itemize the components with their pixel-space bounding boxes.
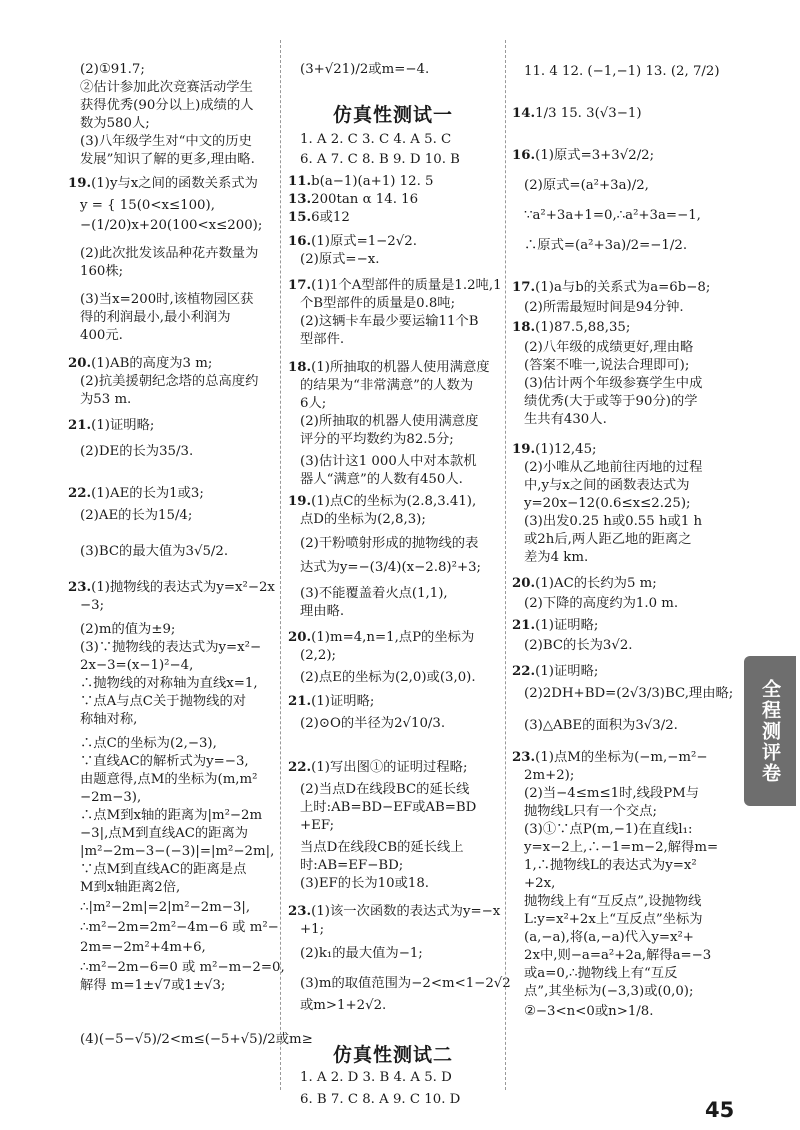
- answer-line: [524, 238, 687, 254]
- answer-line: [300, 314, 479, 330]
- answer-text: 评分的平均数约为82.5分;: [300, 432, 454, 447]
- answer-line: [524, 460, 702, 476]
- answer-line: [524, 786, 699, 802]
- answer-line: [300, 560, 481, 576]
- answer-text: (1)原式=1−2√2.: [311, 234, 417, 249]
- question-number: 19.: [512, 442, 536, 457]
- answer-text: ∴m²−2m−6=0 或 m²−m−2=0,: [80, 960, 285, 975]
- answer-line: [300, 670, 476, 686]
- answer-line: [80, 152, 255, 168]
- question-number: 20.: [288, 630, 312, 645]
- answer-text: 2m=−2m²+4m+6,: [80, 940, 206, 955]
- answer-text: (3+√21)/2或m=−4.: [300, 62, 430, 77]
- answer-text: (3)估计这1 000人中对本款机: [300, 454, 477, 469]
- answer-line: [300, 332, 344, 348]
- answer-text: 器人“满意”的人数有450人.: [300, 472, 463, 487]
- answer-text: (2)m的值为±9;: [80, 622, 176, 637]
- question-number: 20.: [68, 356, 92, 371]
- answer-text: +2x,: [524, 876, 556, 891]
- answer-line: [80, 712, 137, 728]
- answer-text: 的结果为“非常满意”的人数为: [300, 378, 474, 393]
- answer-line: [80, 808, 262, 824]
- answer-line: [524, 638, 633, 654]
- answer-line: [80, 218, 262, 234]
- answer-text: (2)①91.7;: [80, 62, 145, 77]
- answer-line: [300, 1070, 452, 1086]
- answer-text: 数为580人;: [80, 116, 150, 131]
- answer-line: [512, 664, 598, 680]
- answer-line: [80, 844, 274, 860]
- answer-line: [80, 658, 193, 674]
- answer-text: 6人;: [300, 396, 327, 411]
- answer-line: [300, 512, 426, 528]
- answer-line: [300, 716, 445, 732]
- answer-text: 或a=0,∴抛物线上有“互反: [524, 966, 678, 981]
- answer-line: [80, 310, 231, 326]
- answer-line: [524, 876, 555, 892]
- answer-text: −(1/20)x+20(100<x≤200);: [80, 218, 263, 233]
- answer-line: [524, 208, 701, 224]
- answer-text: (2)所需最短时间是94分钟.: [524, 300, 684, 315]
- answer-text: (1)所抽取的机器人使用满意度: [311, 360, 490, 375]
- answer-line: [80, 508, 192, 524]
- section-title-test-1: 仿真性测试一: [332, 104, 453, 126]
- answer-line: [512, 280, 710, 296]
- answer-line: [300, 454, 477, 470]
- answer-line: [300, 472, 463, 488]
- answer-line: [524, 596, 678, 612]
- answer-line: [80, 1032, 313, 1048]
- answer-line: [80, 444, 193, 460]
- answer-line: [300, 604, 344, 620]
- answer-text: 160株;: [80, 264, 124, 279]
- page-number: 45: [705, 1098, 735, 1122]
- answer-line: [288, 694, 374, 710]
- answer-text: (1)证明略;: [535, 618, 599, 633]
- answer-text: (2)下降的高度约为1.0 m.: [524, 596, 679, 611]
- answer-text: 型部件.: [300, 332, 345, 347]
- answer-line: [80, 920, 279, 936]
- answer-text: ∵a²+3a+1=0,∴a²+3a=−1,: [524, 208, 701, 223]
- question-number: 18.: [288, 360, 312, 375]
- answer-text: y = { 15(0<x≤100),: [80, 198, 215, 213]
- answer-line: [524, 412, 607, 428]
- question-number: 23.: [512, 750, 536, 765]
- answer-line: [80, 544, 228, 560]
- answer-line: [512, 442, 597, 458]
- answer-line: [524, 984, 693, 1000]
- answer-line: [80, 246, 258, 262]
- answer-text: (1)a与b的关系式为a=6b−8;: [535, 280, 711, 295]
- answer-text: 2m+2);: [524, 768, 575, 783]
- answer-text: (2)所抽取的机器人使用满意度: [300, 414, 479, 429]
- question-number: 23.: [68, 580, 92, 595]
- answer-text: 上时:AB=BD−EF或AB=BD: [300, 800, 477, 815]
- answer-text: L:y=x²+2x上“互反点”坐标为: [524, 912, 703, 927]
- answer-line: [524, 858, 697, 874]
- answer-text: ∴抛物线的对称轴为直线x=1,: [80, 676, 258, 691]
- answer-text: (1)证明略;: [311, 694, 375, 709]
- answer-text: ∴点M到x轴的距离为|m²−2m: [80, 808, 263, 823]
- answer-line: [524, 912, 703, 928]
- question-number: 21.: [512, 618, 536, 633]
- answer-line: [300, 876, 429, 892]
- answer-line: [524, 478, 690, 494]
- answer-text: 称轴对称,: [80, 712, 138, 727]
- answer-line: [80, 790, 141, 806]
- answer-text: 1. A 2. C 3. C 4. A 5. C: [300, 132, 452, 147]
- answer-text: (3)出发0.25 h或0.55 h或1 h: [524, 514, 703, 529]
- answer-line: [288, 210, 350, 226]
- answer-text: ②估计参加此次竞赛活动学生: [80, 80, 253, 95]
- answer-line: [80, 754, 249, 770]
- answer-line: [300, 252, 379, 268]
- answer-line: [68, 418, 154, 434]
- answer-line: [80, 676, 258, 692]
- question-number: 17.: [512, 280, 536, 295]
- answer-text: (3)∵抛物线的表达式为y=x²−: [80, 640, 262, 655]
- answer-text: 2x−3=(x−1)²−4,: [80, 658, 194, 673]
- answer-text: (1)该一次函数的表达式为y=−x: [311, 904, 501, 919]
- answer-text: (2)AE的长为15/4;: [80, 508, 193, 523]
- answer-text: ∵直线AC的解析式为y=−3,: [80, 754, 249, 769]
- answer-line: [524, 532, 692, 548]
- answer-text: (2)八年级的成绩更好,理由略: [524, 340, 694, 355]
- column-divider: [280, 40, 281, 1090]
- answer-line: [300, 922, 324, 938]
- answer-line: [300, 586, 448, 602]
- answer-text: (1)AC的长约为5 m;: [535, 576, 657, 591]
- answer-line: [80, 292, 253, 308]
- answer-text: (2)原式=−x.: [300, 252, 380, 267]
- answer-line: [80, 622, 175, 638]
- answer-line: [524, 768, 574, 784]
- answer-line: [524, 966, 677, 982]
- answer-line: [300, 648, 336, 664]
- answer-line: [300, 378, 473, 394]
- question-number: 22.: [512, 664, 536, 679]
- answer-line: [80, 198, 215, 214]
- answer-text: (1)AB的高度为3 m;: [91, 356, 213, 371]
- answer-text: ∴m²−2m=2m²−4m−6 或 m²−: [80, 920, 279, 935]
- answer-text: (1)1个A型部件的质量是1.2吨,1: [311, 278, 502, 293]
- question-number: 16.: [288, 234, 312, 249]
- answer-text: (1)y与x之间的函数关系式为: [91, 176, 258, 191]
- answer-line: [300, 432, 454, 448]
- answer-text: 1/3 15. 3(√3−1): [535, 106, 642, 121]
- answer-text: (1)m=4,n=1,点P的坐标为: [311, 630, 475, 645]
- answer-text: (1)AE的长为1或3;: [91, 486, 204, 501]
- answer-line: [68, 356, 212, 372]
- answer-line: [80, 772, 257, 788]
- answer-line: [288, 234, 417, 250]
- answer-line: [524, 822, 692, 838]
- question-number: 17.: [288, 278, 312, 293]
- answer-text: (1)证明略;: [535, 664, 599, 679]
- answer-line: [524, 894, 701, 910]
- question-number: 13.: [288, 192, 312, 207]
- answer-text: 200tan α 14. 16: [311, 192, 419, 207]
- answer-line: [524, 394, 698, 410]
- question-number: 22.: [288, 760, 312, 775]
- question-number: 19.: [288, 494, 312, 509]
- answer-line: [80, 392, 131, 408]
- answer-line: [288, 360, 490, 376]
- answer-text: 点”,其坐标为(−3,3)或(0,0);: [524, 984, 694, 999]
- answer-text: +1;: [300, 922, 325, 937]
- answer-text: (1)点M的坐标为(−m,−m²−: [535, 750, 708, 765]
- answer-line: [524, 358, 689, 374]
- answer-line: [512, 320, 630, 336]
- answer-text: (1)写出图①的证明过程略;: [311, 760, 468, 775]
- answer-line: [80, 826, 248, 842]
- answer-text: 点D的坐标为(2,8,3);: [300, 512, 426, 527]
- question-number: 11.: [288, 174, 312, 189]
- answer-line: [300, 998, 386, 1014]
- answer-line: [80, 900, 250, 916]
- answer-text: −3;: [80, 598, 105, 613]
- answer-line: [300, 1092, 460, 1108]
- answer-text: (2)干粉喷射形成的抛物线的表: [300, 536, 479, 551]
- answer-line: [288, 494, 476, 510]
- answer-text: 6或12: [311, 210, 350, 225]
- answer-text: (3)EF的长为10或18.: [300, 876, 430, 891]
- answer-text: 个B型部件的质量是0.8吨;: [300, 296, 456, 311]
- answer-text: 400元.: [80, 328, 123, 343]
- answer-text: −3|,点M到直线AC的距离为: [80, 826, 249, 841]
- answer-text: (2)小唯从乙地前往丙地的过程: [524, 460, 703, 475]
- answer-line: [80, 80, 253, 96]
- answer-text: 达式为y=−(3/4)(x−2.8)²+3;: [300, 560, 482, 575]
- answer-text: +EF;: [300, 818, 335, 833]
- column-divider: [505, 40, 506, 1090]
- answer-line: [80, 62, 145, 78]
- answer-line: [80, 736, 217, 752]
- answer-line: [80, 960, 285, 976]
- answer-text: (2)⊙O的半径为2√10/3.: [300, 716, 446, 731]
- answer-text: (3)△ABE的面积为3√3/2.: [524, 718, 678, 733]
- question-number: 16.: [512, 148, 536, 163]
- answer-text: (2)此次批发该品种花卉数量为: [80, 246, 259, 261]
- answer-text: 当点D在线段CB的延长线上: [300, 840, 464, 855]
- answer-line: [288, 174, 434, 190]
- answer-line: [300, 976, 511, 992]
- answer-text: (1)87.5,88,35;: [535, 320, 631, 335]
- question-number: 20.: [512, 576, 536, 591]
- question-number: 22.: [68, 486, 92, 501]
- section-title-test-2: 仿真性测试二: [332, 1044, 453, 1066]
- answer-text: 11. 4 12. (−1,−1) 13. (2, 7/2): [524, 64, 720, 79]
- answer-text: y=20x−12(0.6≤x≤2.25);: [524, 496, 691, 511]
- answer-line: [300, 536, 478, 552]
- answer-line: [300, 414, 478, 430]
- answer-line: [524, 340, 693, 356]
- answer-text: (4)(−5−√5)/2<m≤(−5+√5)/2或m≥: [80, 1032, 313, 1047]
- answer-text: (2)BC的长为3√2.: [524, 638, 633, 653]
- answer-line: [80, 98, 254, 114]
- answer-line: [80, 640, 261, 656]
- answer-text: 或m>1+2√2.: [300, 998, 387, 1013]
- answer-line: [512, 750, 707, 766]
- answer-text: 由题意得,点M的坐标为(m,m²: [80, 772, 258, 787]
- answer-text: 生共有430人.: [524, 412, 607, 427]
- answer-text: (2)k₁的最大值为−1;: [300, 946, 423, 961]
- question-number: 15.: [288, 210, 312, 225]
- answer-line: [524, 550, 588, 566]
- answer-text: M到x轴距离2倍,: [80, 880, 181, 895]
- answer-text: (3)不能覆盖着火点(1,1),: [300, 586, 448, 601]
- answer-line: [288, 904, 500, 920]
- answer-text: ②−3<n<0或n>1/8.: [524, 1004, 654, 1019]
- answer-text: ∵点M到直线AC的距离是点: [80, 862, 247, 877]
- answer-line: [300, 152, 460, 168]
- answer-text: (3)估计两个年级参赛学生中成: [524, 376, 703, 391]
- answer-text: (2,2);: [300, 648, 337, 663]
- answer-text: (3)当x=200时,该植物园区获: [80, 292, 254, 307]
- answer-line: [524, 300, 684, 316]
- question-number: 23.: [288, 904, 312, 919]
- answer-text: 差为4 km.: [524, 550, 589, 565]
- answer-line: [80, 880, 180, 896]
- answer-text: 或2h后,两人距乙地的距离之: [524, 532, 692, 547]
- answer-line: [524, 840, 718, 856]
- side-tab-label: 全程测评卷: [744, 656, 796, 806]
- question-number: 21.: [68, 418, 92, 433]
- answer-line: [300, 132, 451, 148]
- answer-line: [80, 862, 246, 878]
- answer-text: 绩优秀(大于或等于90分)的学: [524, 394, 698, 409]
- answer-line: [300, 800, 476, 816]
- question-number: 18.: [512, 320, 536, 335]
- answer-text: −2m−3),: [80, 790, 142, 805]
- answer-line: [300, 62, 429, 78]
- answer-line: [512, 618, 598, 634]
- answer-text: 抛物线上有“互反点”,设抛物线: [524, 894, 702, 909]
- answer-text: 为53 m.: [80, 392, 132, 407]
- answer-text: 1,∴抛物线L的表达式为y=x²: [524, 858, 697, 873]
- answer-text: ∴|m²−2m|=2|m²−2m−3|,: [80, 900, 251, 915]
- answer-text: |m²−2m−3−(−3)|=|m²−2m|,: [80, 844, 275, 859]
- answer-text: (2)抗美援朝纪念塔的总高度约: [80, 374, 259, 389]
- answer-line: [80, 598, 104, 614]
- answer-line: [288, 630, 474, 646]
- answer-line: [524, 178, 649, 194]
- answer-text: (2)这辆卡车最少要运输11个B: [300, 314, 479, 329]
- answer-text: (1)12,45;: [535, 442, 597, 457]
- answer-text: (2)2DH+BD=(2√3/3)BC,理由略;: [524, 686, 734, 701]
- answer-line: [80, 978, 225, 994]
- answer-text: (2)原式=(a²+3a)/2,: [524, 178, 649, 193]
- answer-text: (a,−a),将(a,−a)代入y=x²+: [524, 930, 694, 945]
- answer-line: [288, 760, 467, 776]
- answer-text: (1)抛物线的表达式为y=x²−2x: [91, 580, 275, 595]
- answer-text: (2)DE的长为35/3.: [80, 444, 194, 459]
- answer-text: 理由略.: [300, 604, 345, 619]
- answer-line: [68, 486, 204, 502]
- answer-text: (3)八年级学生对“中文的历史: [80, 134, 252, 149]
- answer-line: [300, 840, 464, 856]
- answer-line: [80, 694, 246, 710]
- answer-line: [68, 580, 275, 596]
- answer-line: [512, 148, 654, 164]
- answer-text: y=x−2上,∴−1=m−2,解得m=: [524, 840, 719, 855]
- answer-line: [524, 948, 711, 964]
- answer-text: 得的利润最小,最小利润为: [80, 310, 231, 325]
- answer-line: [300, 818, 334, 834]
- answer-line: [80, 328, 123, 344]
- answer-line: [80, 940, 206, 956]
- answer-line: [80, 116, 150, 132]
- answer-line: [524, 64, 720, 80]
- answer-text: 解得 m=1±√7或1±√3;: [80, 978, 226, 993]
- answer-line: [80, 134, 252, 150]
- question-number: 21.: [288, 694, 312, 709]
- answer-text: b(a−1)(a+1) 12. 5: [311, 174, 434, 189]
- answer-line: [524, 930, 694, 946]
- answer-text: (答案不唯一,说法合理即可);: [524, 358, 690, 373]
- answer-line: [288, 278, 502, 294]
- answer-text: ∵点A与点C关于抛物线的对: [80, 694, 247, 709]
- question-number: 14.: [512, 106, 536, 121]
- answer-line: [524, 376, 702, 392]
- answer-text: ∴点C的坐标为(2,−3),: [80, 736, 217, 751]
- answer-line: [524, 686, 733, 702]
- answer-line: [524, 1004, 653, 1020]
- answer-line: [524, 804, 657, 820]
- answer-text: 1. A 2. D 3. B 4. A 5. D: [300, 1070, 452, 1085]
- answer-line: [524, 718, 678, 734]
- answer-text: (2)当−4≤m≤1时,线段PM与: [524, 786, 700, 801]
- answer-text: (1)点C的坐标为(2.8,3.41),: [311, 494, 477, 509]
- answer-text: 抛物线L只有一个交点;: [524, 804, 657, 819]
- answer-text: 发展”知识了解的更多,理由略.: [80, 152, 255, 167]
- answer-line: [288, 192, 418, 208]
- answer-text: ∴原式=(a²+3a)/2=−1/2.: [524, 238, 688, 253]
- answer-text: 中,y与x之间的函数表达式为: [524, 478, 690, 493]
- answer-text: (1)原式=3+3√2/2;: [535, 148, 655, 163]
- answer-line: [80, 374, 258, 390]
- answer-line: [524, 496, 691, 512]
- answer-text: 2x中,则−a=a²+2a,解得a=−3: [524, 948, 712, 963]
- question-number: 19.: [68, 176, 92, 191]
- answer-text: (2)点E的坐标为(2,0)或(3,0).: [300, 670, 476, 685]
- answer-text: (3)①∵点P(m,−1)在直线l₁:: [524, 822, 693, 837]
- answer-text: 时:AB=EF−BD;: [300, 858, 404, 873]
- answer-line: [512, 106, 642, 122]
- answer-line: [300, 858, 403, 874]
- answer-text: (1)证明略;: [91, 418, 155, 433]
- answer-line: [80, 264, 123, 280]
- answer-line: [512, 576, 657, 592]
- answer-line: [524, 514, 702, 530]
- answer-text: 6. B 7. C 8. A 9. C 10. D: [300, 1092, 461, 1107]
- answer-line: [300, 396, 326, 412]
- answer-text: 获得优秀(90分以上)成绩的人: [80, 98, 254, 113]
- answer-text: (2)当点D在线段BC的延长线: [300, 782, 470, 797]
- answer-line: [300, 946, 423, 962]
- answer-line: [68, 176, 258, 192]
- answer-text: (3)BC的最大值为3√5/2.: [80, 544, 229, 559]
- answer-text: (3)m的取值范围为−2<m<1−2√2: [300, 976, 511, 991]
- answer-line: [300, 782, 469, 798]
- answer-line: [300, 296, 455, 312]
- answer-text: 6. A 7. C 8. B 9. D 10. B: [300, 152, 460, 167]
